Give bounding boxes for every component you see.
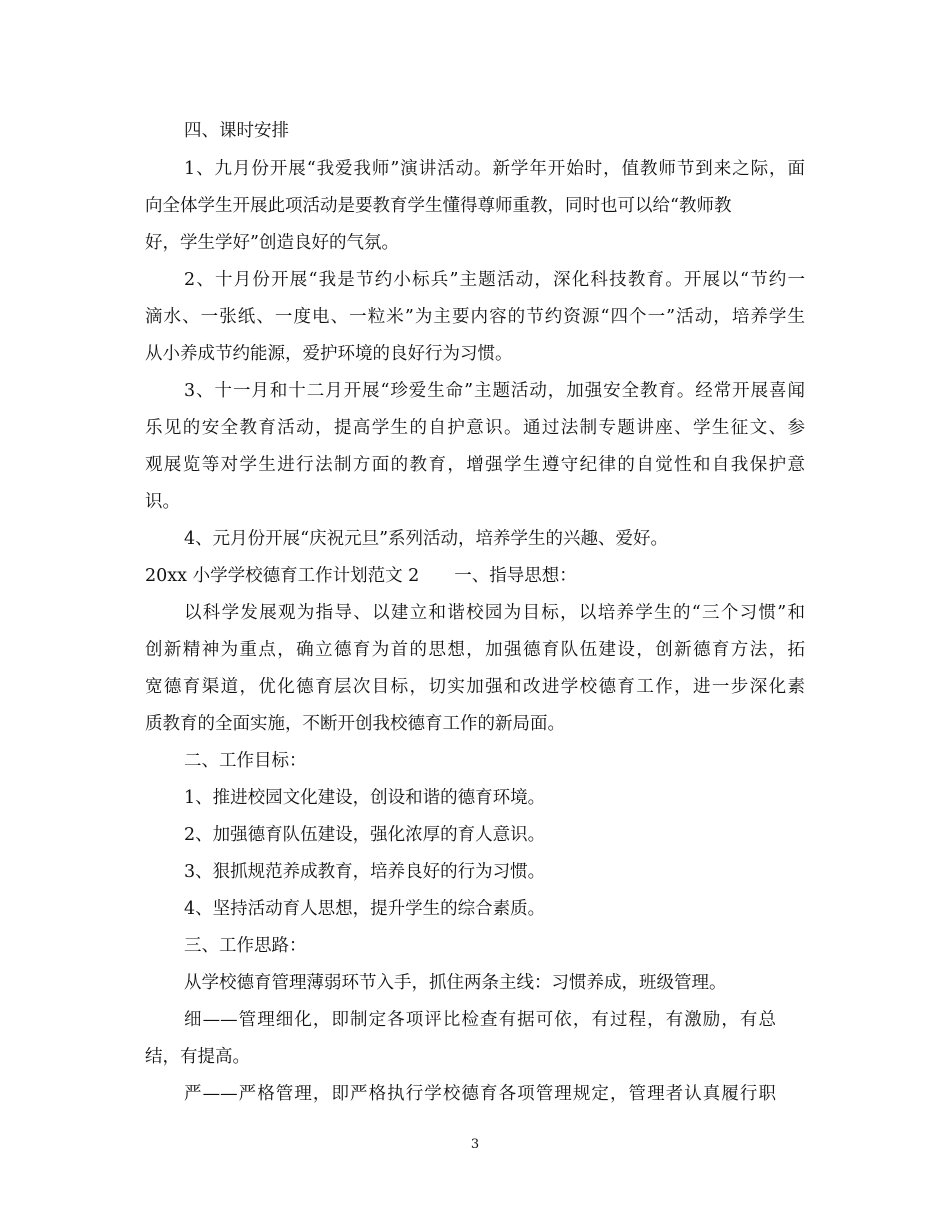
list-item: 1、推进校园文化建设，创设和谐的德育环境。 [184, 788, 546, 808]
paragraph-line: 严——严格管理，即严格执行学校德育各项管理规定，管理者认真履行职 [184, 1084, 776, 1104]
paragraph-line: 从小养成节约能源，爱护环境的良好行为习惯。 [145, 344, 513, 364]
list-item: 3、狠抓规范养成教育，培养良好的行为习惯。 [184, 862, 546, 882]
list-item: 2、加强德育队伍建设，强化浓厚的育人意识。 [184, 825, 546, 845]
paragraph-line: 观展览等对学生进行法制方面的教育，增强学生遵守纪律的自觉性和自我保护意 [145, 455, 805, 475]
paragraph-line: 以科学发展观为指导、以建立和谐校园为目标，以培养学生的“三个习惯”和 [184, 603, 805, 623]
paragraph-line: 好，学生学好”创造良好的气氛。 [145, 233, 399, 253]
paragraph-line: 滴水、一张纸、一度电、一粒米”为主要内容的节约资源“四个一”活动，培养学生 [145, 307, 805, 327]
paragraph-line: 向全体学生开展此项活动是要教育学生懂得尊师重教，同时也可以给“教师教 [145, 196, 732, 216]
section-heading: 四、课时安排 [184, 121, 289, 141]
section-heading: 二、工作目标： [184, 751, 307, 771]
section-heading: 三、工作思路： [184, 936, 307, 956]
list-item: 4、坚持活动育人思想，提升学生的综合素质。 [184, 899, 546, 919]
paragraph-line: 结，有提高。 [145, 1047, 250, 1067]
page-number: 3 [470, 1137, 480, 1152]
paragraph-line: 细——管理细化，即制定各项评比检查有据可依，有过程，有激励，有总 [184, 1010, 776, 1030]
paragraph-line: 1、九月份开展“我爱我师”演讲活动。新学年开始时，值教师节到来之际，面 [184, 159, 805, 179]
paragraph-line: 质教育的全面实施，不断开创我校德育工作的新局面。 [145, 714, 565, 734]
paragraph-line: 3、十一月和十二月开展“珍爱生命”主题活动，加强安全教育。经常开展喜闻 [184, 381, 805, 401]
paragraph-line: 创新精神为重点，确立德育为首的思想，加强德育队伍建设，创新德育方法，拓 [145, 640, 805, 660]
paragraph-line: 从学校德育管理薄弱环节入手，抓住两条主线：习惯养成，班级管理。 [184, 973, 727, 993]
paragraph-line: 2、十月份开展“我是节约小标兵”主题活动，深化科技教育。开展以“节约一 [184, 270, 805, 290]
paragraph-line: 识。 [145, 492, 180, 512]
paragraph-line: 4、元月份开展“庆祝元旦”系列活动，培养学生的兴趣、爱好。 [184, 529, 669, 549]
document-title-line: 20xx 小学学校德育工作计划范文 2 一、指导思想： [145, 566, 577, 586]
paragraph-line: 宽德育渠道，优化德育层次目标，切实加强和改进学校德育工作，进一步深化素 [145, 677, 805, 697]
paragraph-line: 乐见的安全教育活动，提高学生的自护意识。通过法制专题讲座、学生征文、参 [145, 418, 805, 438]
